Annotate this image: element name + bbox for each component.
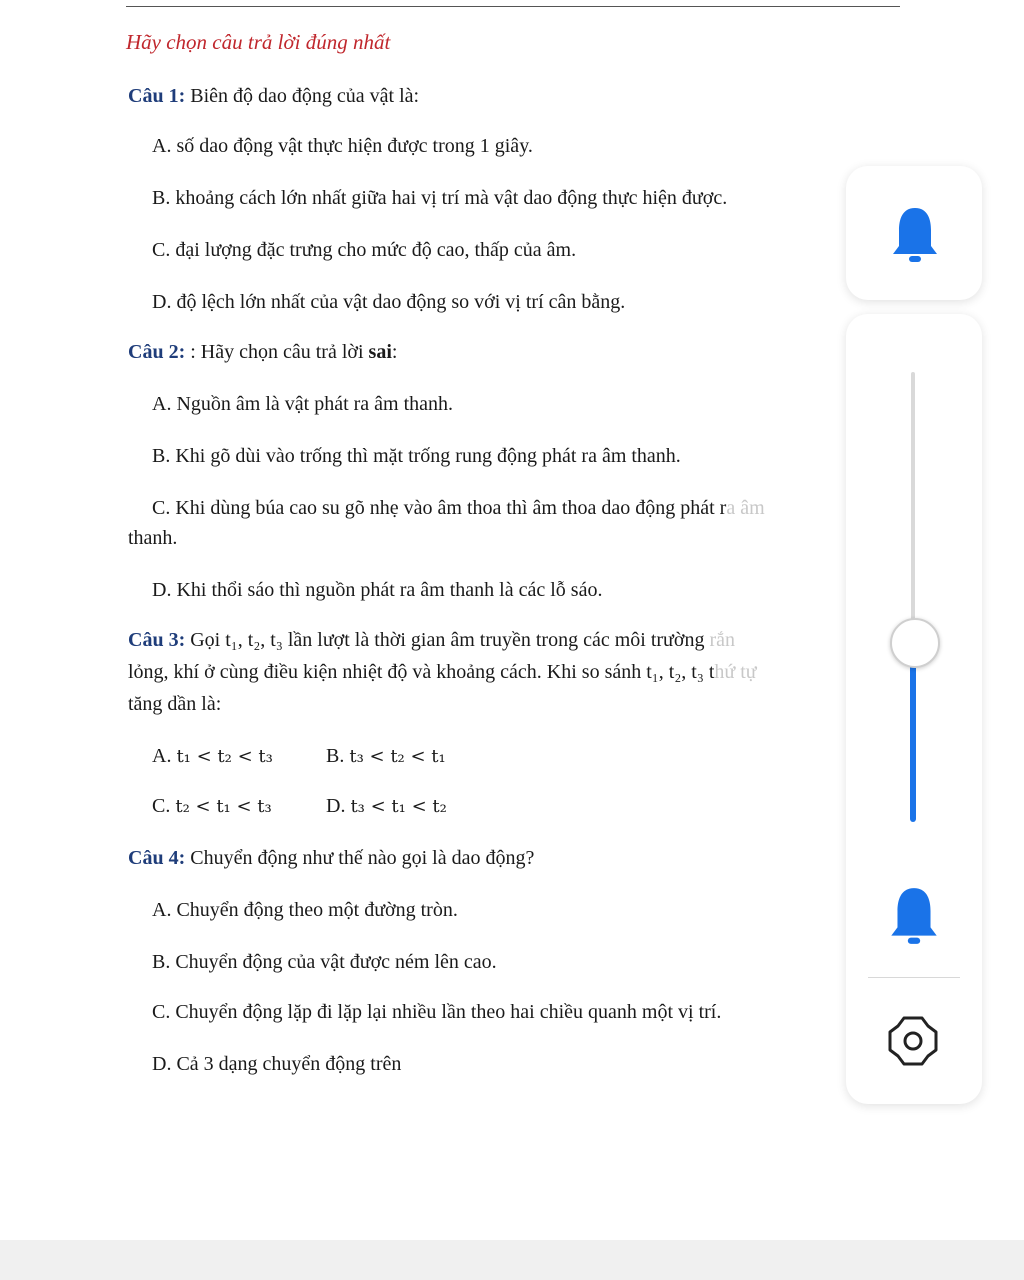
question-3-number: Câu 3: [128,629,186,651]
question-1-number: Câu 1: [128,85,186,107]
question-3-option-b [326,744,446,769]
volume-fill [910,642,916,822]
question-1 [128,84,419,108]
option-math: t₃ < t₂ < t₁ [349,746,446,767]
question-2-option-c-hidden: a âm [726,497,765,519]
question-3-option-c [152,794,272,819]
question-1-option-c: C. đại lượng đặc trưng cho mức độ cao, thấp của âm. [152,239,577,261]
question-3-text: Gọi t₁, t₂, t₃ lần lượt là thời gian âm truyền trong các môi trường [185,629,705,651]
question-1-option-b: B. khoảng cách lớn nhất giữa hai vị trí mà vật dao động thực hiện được. [152,187,728,209]
question-3-line-1 [128,628,735,652]
question-2-emphasis: sai [368,341,392,363]
option-math: t₁ < t₂ < t₃ [176,746,273,767]
question-3-text-2: lỏng, khí ở cùng điều kiện nhiệt độ và khoảng cách. Khi so sánh t₁, t₂, t₃ t [128,661,715,683]
question-2-option-a: A. Nguồn âm là vật phát ra âm thanh. [152,393,454,415]
question-2-option-c-text: C. Khi dùng búa cao su gõ nhẹ vào âm thoa thì âm thoa dao động phát r [152,497,727,519]
ringer-bell-icon[interactable] [890,204,940,271]
option-label: C. [152,795,171,817]
question-2-number: Câu 2: [128,341,186,363]
question-1-option-d: D. độ lệch lớn nhất của vật dao động so với vị trí cân bằng. [152,291,626,313]
volume-slider-thumb[interactable] [890,618,940,668]
question-3-line-3: tăng dần là: [128,693,222,715]
question-3-hidden-1: rắn [704,629,736,651]
question-2-option-b: B. Khi gõ dùi vào trống thì mặt trống rung động phát ra âm thanh. [152,445,681,467]
question-3-line-2 [128,660,757,684]
question-1-text: Biên độ dao động của vật là: [185,85,420,107]
question-2-option-c [152,496,765,520]
question-4 [128,846,534,870]
question-2 [128,340,397,364]
question-4-text: Chuyển động như thế nào gọi là dao động? [185,847,535,869]
option-math: t₃ < t₁ < t₂ [350,796,447,817]
question-1-option-a: A. số dao động vật thực hiện được trong 1 giây. [152,135,533,157]
question-4-number: Câu 4: [128,847,186,869]
question-2-text-end: : [391,341,398,363]
option-label: D. [326,795,346,817]
option-label: B. [326,745,345,767]
panel-divider [868,977,960,978]
top-rule [126,6,900,7]
question-4-option-b: B. Chuyển động của vật được ném lên cao. [152,951,497,973]
volume-settings-gear-icon[interactable] [884,1012,942,1075]
question-4-option-d: D. Cả 3 dạng chuyển động trên [152,1053,402,1075]
option-label: A. [152,745,172,767]
media-bell-icon[interactable] [888,884,940,953]
page-heading: Hãy chọn câu trả lời đúng nhất [126,30,391,54]
bottom-band [0,1240,1024,1280]
question-2-option-c-cont: thanh. [128,527,178,549]
question-3-hidden-2: hứ tự [714,661,757,683]
question-3-option-a [152,744,273,769]
question-2-text: : Hãy chọn câu trả lời [185,341,369,363]
option-math: t₂ < t₁ < t₃ [175,796,272,817]
question-2-option-d: D. Khi thổi sáo thì nguồn phát ra âm thanh là các lỗ sáo. [152,579,603,601]
volume-track[interactable] [911,372,915,642]
question-3-option-d [326,794,447,819]
question-4-option-a: A. Chuyển động theo một đường tròn. [152,899,458,921]
question-4-option-c: C. Chuyển động lặp đi lặp lại nhiều lần theo hai chiều quanh một vị trí. [152,1001,722,1023]
